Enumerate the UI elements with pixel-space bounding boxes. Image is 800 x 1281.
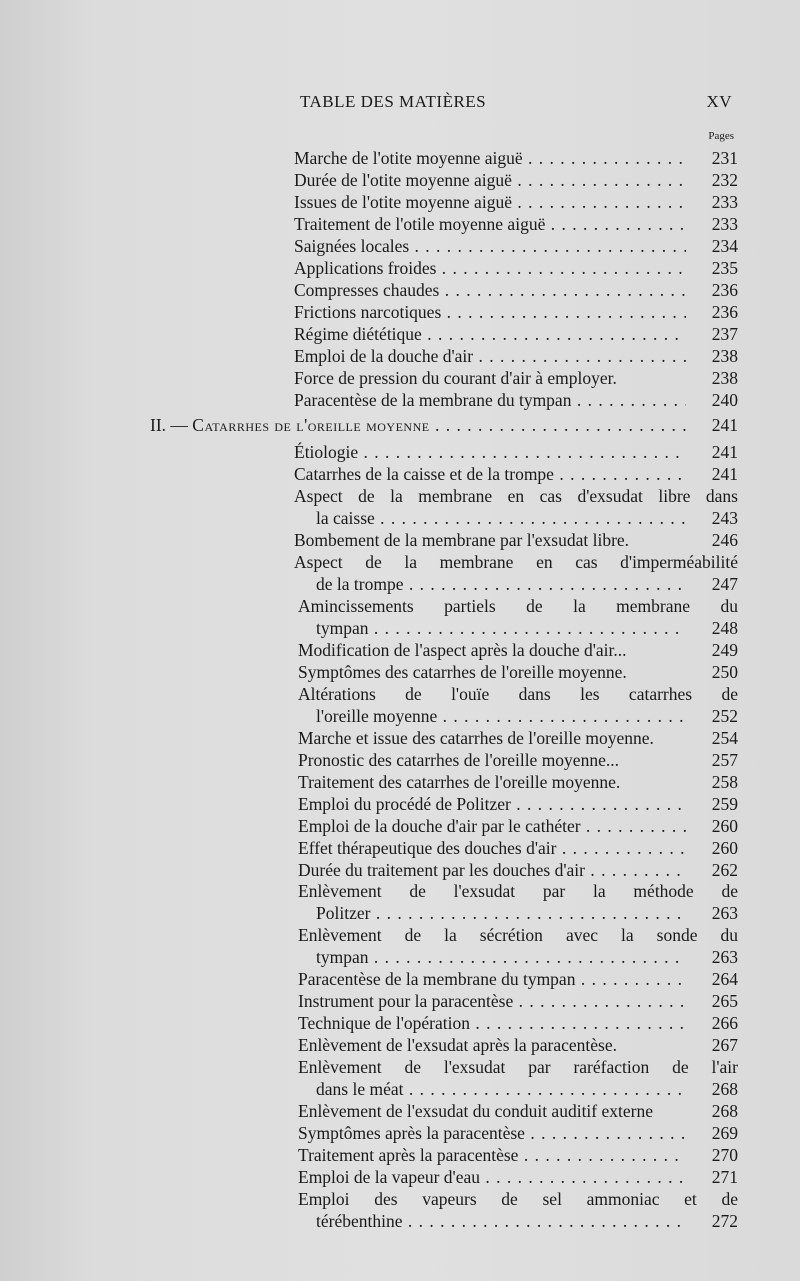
toc-entry-text: Paracentèse de la membrane du tympan . . . xyxy=(298,968,686,990)
toc-entry xyxy=(294,367,738,389)
toc-entry-text: Compresses chaudes . . . xyxy=(294,279,686,301)
toc-entry xyxy=(298,859,738,881)
toc-entry xyxy=(294,213,738,235)
toc-entry xyxy=(294,345,738,367)
toc-entry-text: Instrument pour la paracentèse . . . xyxy=(298,990,686,1012)
toc-entry-text: térébenthine . . . xyxy=(316,1210,686,1232)
toc-entry xyxy=(316,705,738,727)
toc-entry xyxy=(298,990,738,1012)
toc-entry-text: Aspect de la membrane en cas d'imperméabilité xyxy=(294,552,738,572)
toc-entry-page: 236 xyxy=(711,302,738,322)
toc-entry-page: 238 xyxy=(711,368,738,388)
toc-entry-page: 265 xyxy=(711,991,738,1011)
toc-entry-page: 267 xyxy=(711,1035,738,1055)
toc-entry-text: Enlèvement de l'exsudat par raréfaction de l'air xyxy=(298,1057,738,1077)
toc-entry-text: Frictions narcotiques . . . xyxy=(294,301,686,323)
toc-entry-text: Durée de l'otite moyenne aiguë . . . xyxy=(294,169,686,191)
toc-entry-text: Durée du traitement par les douches d'air . . . xyxy=(298,859,686,881)
toc-entry xyxy=(298,771,738,793)
toc-entry-page: 268 xyxy=(711,1079,738,1099)
toc-entry xyxy=(298,639,738,661)
toc-entry-text: tympan . . . xyxy=(316,617,686,639)
toc-entry-page: 232 xyxy=(711,170,738,190)
toc-entry xyxy=(294,463,738,485)
pages-column-label: Pages xyxy=(708,130,734,142)
toc-entry xyxy=(294,323,738,345)
toc-entry-text: Altérations de l'ouïe dans les catarrhes de xyxy=(298,684,738,704)
toc-entry xyxy=(298,1034,738,1056)
toc-entry-page: 252 xyxy=(711,706,738,726)
toc-entry-page: 250 xyxy=(711,662,738,682)
toc-entry xyxy=(298,661,738,683)
toc-entry-text: Symptômes des catarrhes de l'oreille moyenne. xyxy=(298,662,627,682)
toc-entry-text: Bombement de la membrane par l'exsudat libre. xyxy=(294,530,630,550)
toc-entry xyxy=(298,1188,738,1210)
toc-entry-text: dans le méat . . . xyxy=(316,1078,686,1100)
toc-entry xyxy=(316,1210,738,1232)
toc-entry xyxy=(294,191,738,213)
toc-entry xyxy=(294,257,738,279)
toc-entry-page: 263 xyxy=(711,903,738,923)
toc-entry xyxy=(298,1166,738,1188)
toc-entry-text: Traitement de l'otile moyenne aiguë . . . xyxy=(294,213,686,235)
toc-entry-text: Pronostic des catarrhes de l'oreille moyenne... xyxy=(298,750,619,770)
toc-entry xyxy=(294,551,738,573)
toc-entry-text: Marche et issue des catarrhes de l'oreille moyenne. xyxy=(298,728,654,748)
toc-entry-page: 272 xyxy=(711,1211,738,1231)
toc-entry-text: de la trompe . . . xyxy=(316,573,686,595)
toc-entry xyxy=(298,837,738,859)
toc-entry-page: 266 xyxy=(711,1013,738,1033)
toc-entry-text: Modification de l'aspect après la douche d'air... xyxy=(298,640,627,660)
toc-entry-page: 259 xyxy=(711,794,738,814)
toc-entry-text: Amincissements partiels de la membrane du xyxy=(298,596,738,616)
toc-entry-page: 271 xyxy=(711,1167,738,1187)
toc-entry xyxy=(298,727,738,749)
toc-entry-text: Enlèvement de l'exsudat après la paracentèse. xyxy=(298,1035,617,1055)
toc-entry-text: Politzer . . . xyxy=(316,902,686,924)
toc-entry-text: Technique de l'opération . . . xyxy=(298,1012,686,1034)
toc-entry-text: Enlèvement de l'exsudat par la méthode de xyxy=(298,881,738,901)
toc-entry-text: Emploi de la douche d'air . . . xyxy=(294,345,686,367)
toc-entry-text: Emploi des vapeurs de sel ammoniac et de xyxy=(298,1189,738,1209)
toc-entry xyxy=(298,595,738,617)
section-page: 241 xyxy=(711,415,738,435)
toc-entry xyxy=(294,529,738,551)
toc-entry-text: Symptômes après la paracentèse . . . xyxy=(298,1122,686,1144)
toc-entry xyxy=(298,924,738,946)
toc-entry-page: 264 xyxy=(711,969,738,989)
toc-entry xyxy=(298,1012,738,1034)
toc-entry-text: Catarrhes de la caisse et de la trompe . . . xyxy=(294,463,686,485)
toc-entry-page: 262 xyxy=(711,860,738,880)
toc-entry-text: Issues de l'otite moyenne aiguë . . . xyxy=(294,191,686,213)
toc-entry-text: l'oreille moyenne . . . xyxy=(316,705,686,727)
toc-entry-text: Saignées locales . . . xyxy=(294,235,686,257)
toc-entry-page: 248 xyxy=(711,618,738,638)
toc-entry-page: 238 xyxy=(711,346,738,366)
toc-entry xyxy=(298,815,738,837)
running-head-title: TABLE DES MATIÈRES xyxy=(300,92,487,111)
toc-entry xyxy=(294,485,738,507)
toc-entry xyxy=(294,389,738,411)
toc-entry xyxy=(316,617,738,639)
toc-entry-text: Emploi de la douche d'air par le cathéter . . . xyxy=(298,815,686,837)
toc-entry-text: Marche de l'otite moyenne aiguë . . . xyxy=(294,147,686,169)
toc-entry xyxy=(294,441,738,463)
page-folio: XV xyxy=(706,92,732,111)
toc-entry-text: Enlèvement de l'exsudat du conduit auditif externe xyxy=(298,1101,653,1121)
toc-entry-text: Force de pression du courant d'air à employer. xyxy=(294,368,617,388)
toc-entry-page: 269 xyxy=(711,1123,738,1143)
toc-entry xyxy=(316,1078,738,1100)
toc-entry xyxy=(316,902,738,924)
toc-entry-page: 268 xyxy=(711,1101,738,1121)
toc-entry xyxy=(298,1144,738,1166)
toc-entry-page: 241 xyxy=(711,464,738,484)
toc-entry xyxy=(298,683,738,705)
toc-entry xyxy=(298,793,738,815)
toc-entry-page: 233 xyxy=(711,192,738,212)
toc-entry xyxy=(298,1056,738,1078)
toc-entry-text: Aspect de la membrane en cas d'exsudat libre dans xyxy=(294,486,738,506)
toc-entry xyxy=(316,507,738,529)
toc-entry-page: 241 xyxy=(711,442,738,462)
toc-entry-page: 240 xyxy=(711,390,738,410)
toc-entry xyxy=(298,1100,738,1122)
section-number: II. — xyxy=(150,415,188,435)
toc-entry-page: 270 xyxy=(711,1145,738,1165)
toc-entry xyxy=(294,279,738,301)
toc-entry-text: Traitement après la paracentèse . . . xyxy=(298,1144,686,1166)
toc-entry-text: Emploi de la vapeur d'eau . . . xyxy=(298,1166,686,1188)
section-title: Catarrhes de l'oreille moyenne xyxy=(192,415,430,435)
toc-entry-page: 233 xyxy=(711,214,738,234)
toc-entry-text: Paracentèse de la membrane du tympan . . . xyxy=(294,389,686,411)
toc-entry xyxy=(294,301,738,323)
toc-entry-page: 243 xyxy=(711,508,738,528)
toc-entry-page: 260 xyxy=(711,816,738,836)
toc-entry xyxy=(316,946,738,968)
running-head xyxy=(300,92,732,116)
toc-entry xyxy=(316,573,738,595)
toc-entry-page: 260 xyxy=(711,838,738,858)
toc-entry-page: 246 xyxy=(711,530,738,550)
toc-entry-page: 257 xyxy=(711,750,738,770)
toc-entry-page: 231 xyxy=(711,148,738,168)
toc-entry-text: Applications froides . . . xyxy=(294,257,686,279)
toc-entry xyxy=(298,880,738,902)
toc-entry-text: Effet thérapeutique des douches d'air . . . xyxy=(298,837,686,859)
toc-entry-text: Emploi du procédé de Politzer . . . xyxy=(298,793,686,815)
toc-entry-page: 234 xyxy=(711,236,738,256)
toc-entry-text: tympan . . . xyxy=(316,946,686,968)
toc-entry xyxy=(294,147,738,169)
toc-entry-page: 236 xyxy=(711,280,738,300)
toc-entry-page: 254 xyxy=(711,728,738,748)
toc-entry-text: Régime diététique . . . xyxy=(294,323,686,345)
toc-entry-page: 247 xyxy=(711,574,738,594)
toc-entry xyxy=(298,749,738,771)
toc-entry-page: 263 xyxy=(711,947,738,967)
toc-entry-page: 249 xyxy=(711,640,738,660)
section-heading xyxy=(150,414,738,436)
toc-entry xyxy=(298,1122,738,1144)
toc-entry xyxy=(294,169,738,191)
toc-entry-page: 237 xyxy=(711,324,738,344)
toc-entry-text: Traitement des catarrhes de l'oreille moyenne. xyxy=(298,772,621,792)
toc-entry xyxy=(298,968,738,990)
toc-entry-text: Enlèvement de la sécrétion avec la sonde du xyxy=(298,925,738,945)
toc-entry-page: 258 xyxy=(711,772,738,792)
toc-entry-page: 235 xyxy=(711,258,738,278)
toc-entry xyxy=(294,235,738,257)
toc-entry-text: la caisse . . . xyxy=(316,507,686,529)
toc-entry-text: Étiologie . . . xyxy=(294,441,686,463)
